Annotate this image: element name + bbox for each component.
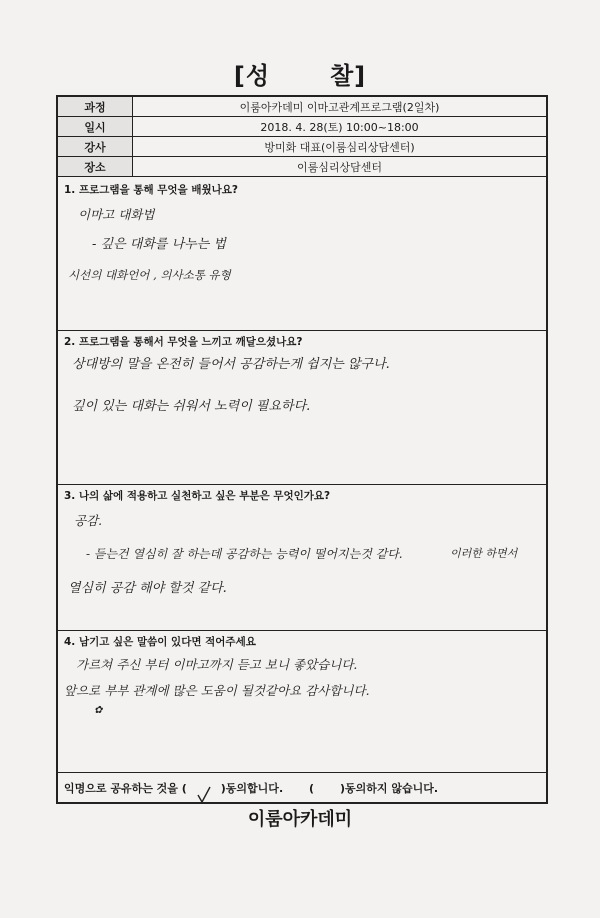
question-label: 1. 프로그램을 통해 무엇을 배웠나요? xyxy=(64,184,239,196)
info-row-place xyxy=(58,157,546,177)
handwritten-answer: 깊이 있는 대화는 쉬워서 노력이 필요하다. xyxy=(72,399,311,414)
academy-footer: 이룸아카데미 xyxy=(247,809,353,830)
title-left: [성 xyxy=(233,62,270,90)
consent-agree: )동의합니다. xyxy=(220,782,284,795)
question-label: 4. 남기고 싶은 말씀이 있다면 적어주세요 xyxy=(64,636,256,648)
question-section-2 xyxy=(58,331,546,485)
info-label: 강사 xyxy=(58,137,133,157)
check-mark-icon xyxy=(197,786,211,804)
info-row-instructor xyxy=(58,137,546,157)
info-value: 2018. 4. 28(토) 10:00~18:00 xyxy=(133,117,547,137)
handwritten-answer: 이러한 하면서 xyxy=(450,547,518,560)
info-row-course xyxy=(58,97,546,117)
handwritten-answer: - 듣는건 열심히 잘 하는데 공감하는 능력이 떨어지는것 같다. xyxy=(86,547,403,561)
consent-disagree: )동의하지 않습니다. xyxy=(340,782,439,795)
handwritten-answer: 시선의 대화언어 , 의사소통 유형 xyxy=(68,268,231,282)
consent-open: ( xyxy=(308,782,314,795)
consent-line xyxy=(64,780,438,796)
consent-prefix: 익명으로 공유하는 것을 ( xyxy=(64,782,187,795)
handwritten-answer: 공감. xyxy=(74,513,103,528)
info-value: 이룸심리상담센터 xyxy=(133,157,547,177)
handwritten-answer: 상대방의 말을 온전히 들어서 공감하는게 쉽지는 않구나. xyxy=(72,357,390,372)
handwritten-answer: 열심히 공감 해야 할것 같다. xyxy=(68,581,227,596)
handwritten-answer: 가르쳐 주신 부터 이마고까지 듣고 보니 좋았습니다. xyxy=(76,657,358,672)
question-section-3 xyxy=(58,485,546,631)
info-label: 일시 xyxy=(58,117,133,137)
question-label: 2. 프로그램을 통해서 무엇을 느끼고 깨달으셨나요? xyxy=(64,336,303,348)
question-section-1 xyxy=(58,179,546,331)
info-value: 방미화 대표(이룸심리상담센터) xyxy=(133,137,547,157)
title-right: 찰] xyxy=(330,62,367,90)
question-section-4 xyxy=(58,631,546,773)
info-value: 이룸아카데미 이마고관계프로그램(2일차) xyxy=(133,97,547,117)
handwritten-answer: - 깊은 대화를 나누는 법 xyxy=(92,237,226,252)
info-table xyxy=(58,97,546,177)
page-title xyxy=(0,56,600,91)
question-label: 3. 나의 삶에 적용하고 실천하고 싶은 부분은 무엇인가요? xyxy=(64,490,331,502)
handwritten-answer: 이마고 대화법 xyxy=(78,207,155,222)
info-label: 장소 xyxy=(58,157,133,177)
info-label: 과정 xyxy=(58,97,133,117)
info-row-date xyxy=(58,117,546,137)
flower-doodle-icon: ✿ xyxy=(94,705,103,716)
form-frame xyxy=(56,95,548,804)
handwritten-answer: 앞으로 부부 관계에 많은 도움이 될것같아요 감사합니다. xyxy=(64,683,370,698)
